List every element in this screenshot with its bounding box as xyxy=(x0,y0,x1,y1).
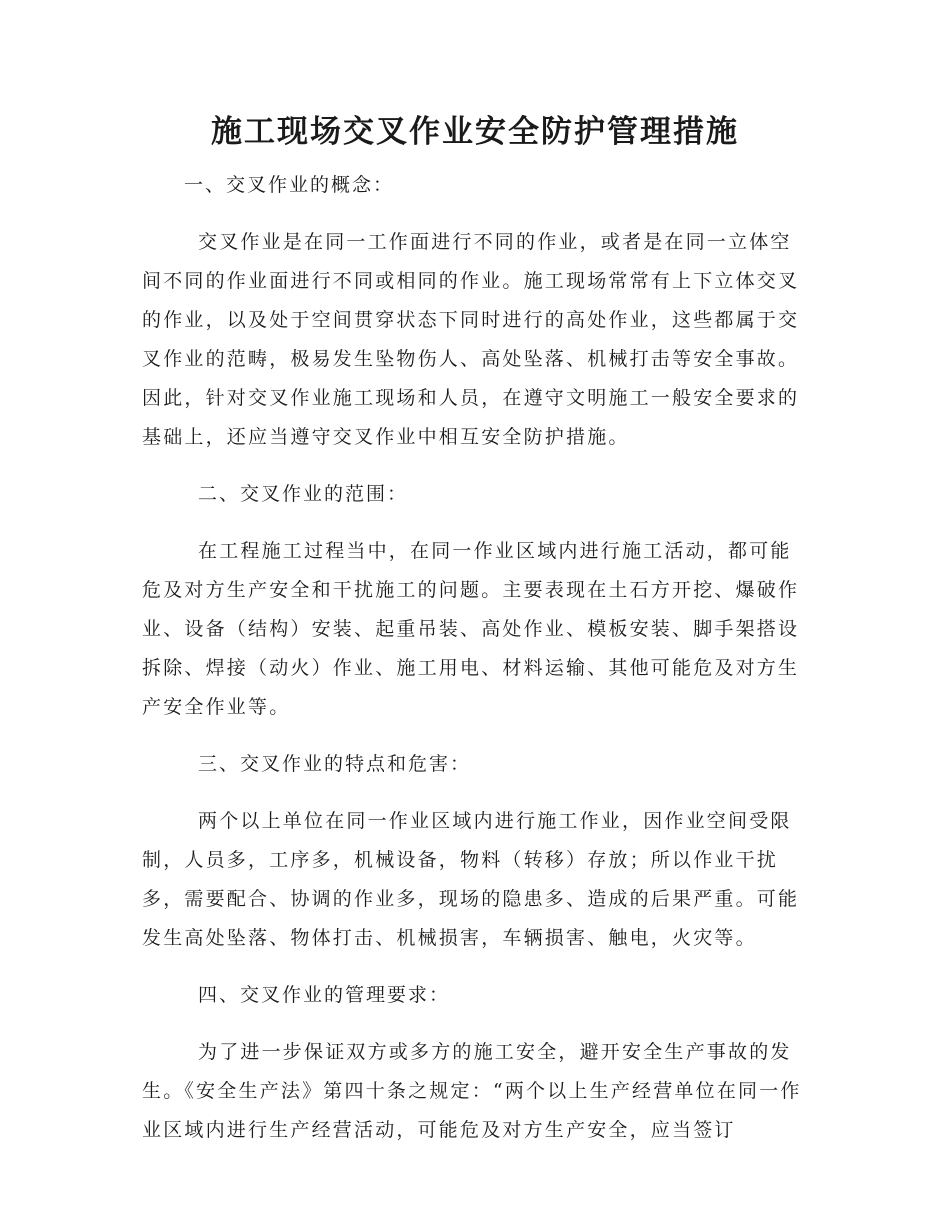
section-heading-2: 二、交叉作业的范围： xyxy=(198,483,409,505)
document-body xyxy=(142,166,810,1150)
section-paragraph-4: 为了进一步保证双方或多方的施工安全，避开安全生产事故的发生。《安全生产法》第四十条之规定：“两个以上生产经营单位在同一作业区域内进行生产经营活动，可能危及对方生产安全，应当签订 xyxy=(142,1041,802,1141)
section-heading-1: 一、交叉作业的概念： xyxy=(184,174,395,196)
section-heading-4: 四、交叉作业的管理要求： xyxy=(198,984,451,1006)
section-paragraph-3: 两个以上单位在同一作业区域内进行施工作业，因作业空间受限制，人员多，工序多，机械设备，物料（转移）存放；所以作业干扰多，需要配合、协调的作业多，现场的隐患多、造成的后果严重。可能发生高处坠落、物体打击、机械损害，车辆损害、触电，火灾等。 xyxy=(142,810,800,949)
section-paragraph-2: 在工程施工过程当中，在同一作业区域内进行施工活动，都可能危及对方生产安全和干扰施工的问题。主要表现在土石方开挖、爆破作业、设备（结构）安装、起重吊装、高处作业、模板安装、脚手架搭设拆除、焊接（动火）作业、施工用电、材料运输、其他可能危及对方生产安全作业等。 xyxy=(142,540,800,718)
document-title: 施工现场交叉作业安全防护管理措施 xyxy=(211,114,739,150)
section-paragraph-1: 交叉作业是在同一工作面进行不同的作业，或者是在同一立体空间不同的作业面进行不同或相同的作业。施工现场常常有上下立体交叉的作业，以及处于空间贯穿状态下同时进行的高处作业，这些都属于交叉作业的范畴，极易发生坠物伤人、高处坠落、机械打击等安全事故。因此，针对交叉作业施工现场和人员，在遵守文明施工一般安全要求的基础上，还应当遵守交叉作业中相互安全防护措施。 xyxy=(142,231,800,448)
section-heading-3: 三、交叉作业的特点和危害： xyxy=(198,753,472,775)
